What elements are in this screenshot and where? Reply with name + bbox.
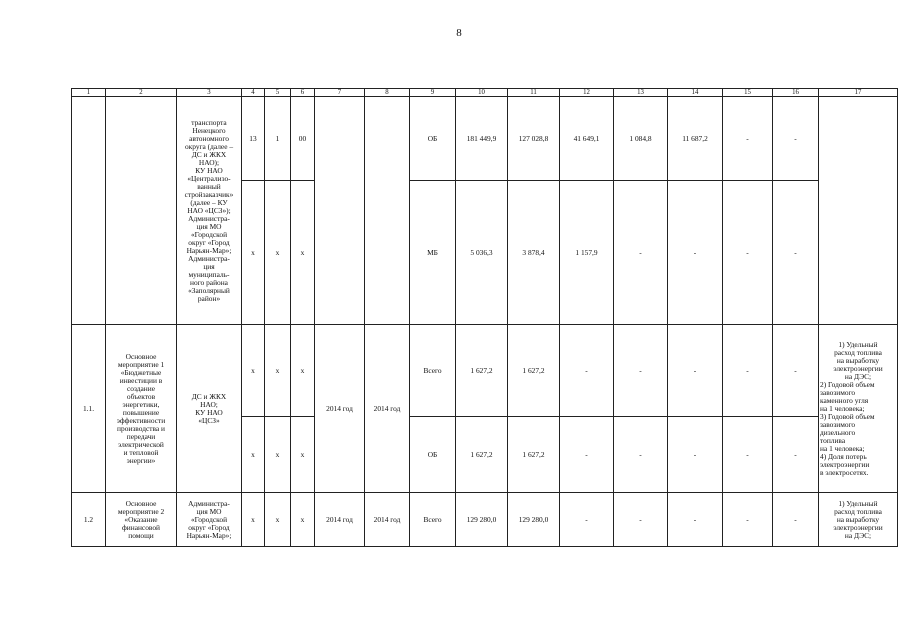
cell-c6: х [291,181,315,325]
cell-c11: 1 627,2 [508,325,560,417]
page-number: 8 [456,27,462,39]
cell-c11: 127 028,8 [508,97,560,181]
cell-c4: х [242,493,265,547]
col-header: 4 [242,89,265,97]
cell-indicators: 1) Удельный расход топлива на выработку электроэнергии на ДЭС; 2) Годовой объем завозимого каменного угля на 1 человека; 3) Годовой объем завозимого дизельного топлива на 1 человека; 4) Доля потерь электроэнергии в электросетях. [819,325,898,493]
cell-c13: - [614,417,668,493]
col-header: 14 [668,89,723,97]
cell-c12: - [560,325,614,417]
cell-c14: - [668,417,723,493]
cell-c10: 129 280,0 [456,493,508,547]
cell-c10: 181 449,9 [456,97,508,181]
cell-c6: х [291,325,315,417]
cell-c4: х [242,325,265,417]
cell-source: Всего [410,493,456,547]
cell-c14: - [668,325,723,417]
cell-source: Всего [410,325,456,417]
cell-c14: - [668,181,723,325]
cell-c15: - [723,493,773,547]
col-header: 15 [723,89,773,97]
table-row [72,493,898,547]
cell-c13: - [614,493,668,547]
cell-start: 2014 год [315,493,365,547]
col-header: 9 [410,89,456,97]
cell-c6: х [291,417,315,493]
cell-c6: х [291,493,315,547]
cell-c12: 41 649,1 [560,97,614,181]
cell-c5: х [265,181,291,325]
col-header: 8 [365,89,410,97]
cell-c16: - [773,181,819,325]
col-header: 10 [456,89,508,97]
cell-start: 2014 год [315,325,365,493]
cell-c10: 1 627,2 [456,325,508,417]
cell-executors: транспорта Ненецкого автономного округа (далее – ДС и ЖКХ НАО); КУ НАО «Централизо- ванный стройзаказчик» (далее – КУ НАО «ЦСЗ»); Администра- ция МО «Городской округ «Город Нарьян-Мар»; Администра- ция муниципаль- ного района «Заполярный район» [177,97,242,325]
cell-end: 2014 год [365,325,410,493]
cell-num [72,97,106,325]
cell-c6: 00 [291,97,315,181]
cell-c15: - [723,181,773,325]
cell-num: 1.2 [72,493,106,547]
cell-c16: - [773,325,819,417]
cell-c12: - [560,417,614,493]
cell-c5: х [265,417,291,493]
cell-c15: - [723,417,773,493]
col-header: 7 [315,89,365,97]
cell-end: 2014 год [365,493,410,547]
cell-executors: Администра- ция МО «Городской округ «Город Нарьян-Мар»; [177,493,242,547]
cell-c5: 1 [265,97,291,181]
cell-c13: - [614,325,668,417]
cell-c10: 5 036,3 [456,181,508,325]
cell-num: 1.1. [72,325,106,493]
program-table [71,88,898,547]
cell-c4: 13 [242,97,265,181]
column-numbers-row [72,89,898,97]
cell-end [365,97,410,325]
cell-source: МБ [410,181,456,325]
cell-indicators [819,97,898,325]
col-header: 16 [773,89,819,97]
col-header: 3 [177,89,242,97]
cell-c12: 1 157,9 [560,181,614,325]
col-header: 5 [265,89,291,97]
cell-c16: - [773,493,819,547]
cell-name: Основное мероприятие 1 «Бюджетные инвестиции в создание объектов энергетики, повышение эффективности производства и передачи электрической и тепловой энергии» [106,325,177,493]
cell-c12: - [560,493,614,547]
cell-c4: х [242,181,265,325]
cell-c10: 1 627,2 [456,417,508,493]
cell-c15: - [723,97,773,181]
col-header: 1 [72,89,106,97]
col-header: 2 [106,89,177,97]
col-header: 11 [508,89,560,97]
col-header: 13 [614,89,668,97]
cell-c11: 129 280,0 [508,493,560,547]
cell-source: ОБ [410,417,456,493]
col-header: 17 [819,89,898,97]
cell-c13: 1 084,8 [614,97,668,181]
cell-c16: - [773,97,819,181]
cell-c14: - [668,493,723,547]
table-row [72,97,898,181]
col-header: 6 [291,89,315,97]
cell-c15: - [723,325,773,417]
cell-c14: 11 687,2 [668,97,723,181]
cell-c5: х [265,493,291,547]
cell-c13: - [614,181,668,325]
cell-indicators: 1) Удельный расход топлива на выработку электроэнергии на ДЭС; [819,493,898,547]
col-header: 12 [560,89,614,97]
table-row [72,325,898,417]
cell-name: Основное мероприятие 2 «Оказание финансовой помощи [106,493,177,547]
cell-c11: 3 878,4 [508,181,560,325]
cell-c11: 1 627,2 [508,417,560,493]
cell-name [106,97,177,325]
cell-c5: х [265,325,291,417]
cell-source: ОБ [410,97,456,181]
cell-start [315,97,365,325]
cell-c4: х [242,417,265,493]
cell-executors: ДС и ЖКХ НАО; КУ НАО «ЦСЗ» [177,325,242,493]
cell-c16: - [773,417,819,493]
